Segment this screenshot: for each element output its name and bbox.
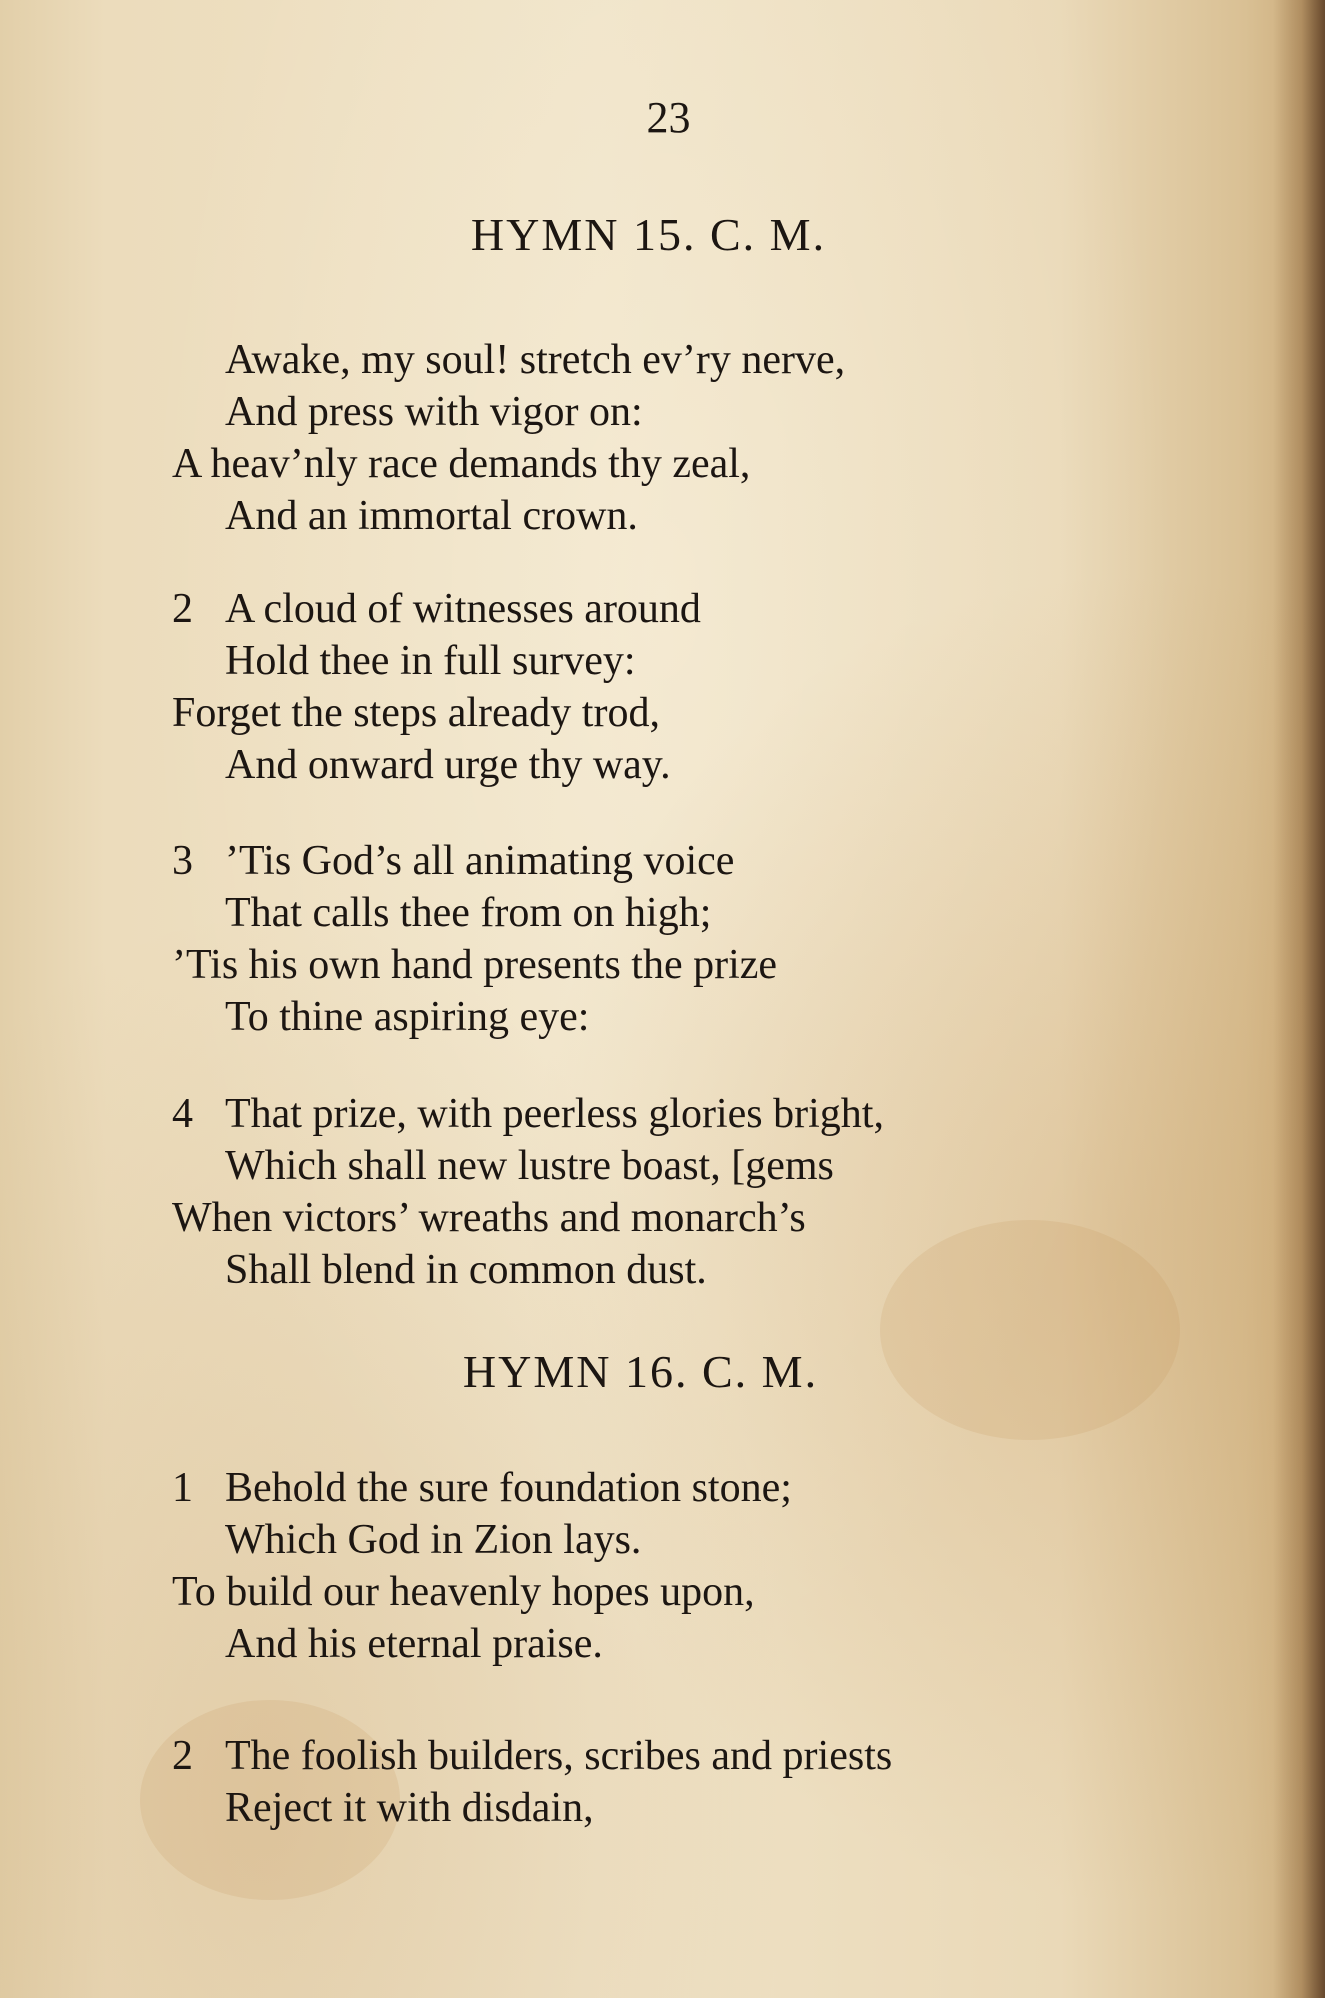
stanza — [172, 583, 701, 791]
verse-line — [172, 1730, 892, 1782]
verse-line: Forget the steps already trod, — [172, 690, 660, 736]
verse-line — [172, 835, 777, 887]
verse-line: Shall blend in common dust. — [225, 1247, 707, 1293]
hymn-title: HYMN 16. C. M. — [462, 1346, 819, 1397]
stanza-number: 2 — [172, 1733, 193, 1779]
page-edge — [1273, 0, 1325, 1998]
verse-line — [172, 583, 701, 635]
verse-line: Which God in Zion lays. — [225, 1517, 642, 1563]
hymn-title: HYMN 15. C. M. — [470, 209, 827, 260]
verse-line — [172, 1088, 884, 1140]
verse-line: Which shall new lustre boast, [gems — [225, 1143, 834, 1189]
stanza-number: 1 — [172, 1465, 193, 1511]
stanza — [172, 1730, 892, 1834]
verse-line: To thine aspiring eye: — [225, 994, 590, 1040]
stanza — [172, 334, 845, 542]
verse-line — [172, 1462, 792, 1514]
paper-stain — [880, 1220, 1180, 1440]
verse-line: Reject it with disdain, — [225, 1785, 594, 1831]
verse-line: And press with vigor on: — [225, 389, 643, 435]
stanza — [172, 835, 777, 1043]
verse-line-text: That prize, with peerless glories bright, — [225, 1091, 884, 1137]
verse-line-text: Behold the sure foundation stone; — [225, 1465, 792, 1511]
stanza-number: 3 — [172, 838, 193, 884]
verse-line: When victors’ wreaths and monarch’s — [172, 1195, 806, 1241]
page-number: 23 — [646, 93, 691, 142]
verse-line-text: ’Tis God’s all animating voice — [225, 838, 735, 884]
verse-line: ’Tis his own hand presents the prize — [172, 942, 778, 988]
verse-line: And onward urge thy way. — [225, 742, 671, 788]
stanza — [172, 1462, 792, 1670]
verse-line: Awake, my soul! stretch ev’ry nerve, — [225, 337, 846, 383]
stanza — [172, 1088, 884, 1296]
verse-line-text: The foolish builders, scribes and priests — [225, 1733, 893, 1779]
stanza-number: 2 — [172, 586, 193, 632]
verse-line: Hold thee in full survey: — [225, 638, 636, 684]
verse-line: That calls thee from on high; — [225, 890, 712, 936]
verse-line: And his eternal praise. — [225, 1621, 603, 1667]
verse-line: A heav’nly race demands thy zeal, — [172, 441, 751, 487]
verse-line: To build our heavenly hopes upon, — [172, 1569, 755, 1615]
verse-line-text: A cloud of witnesses around — [225, 586, 701, 632]
verse-line: And an immortal crown. — [225, 493, 638, 539]
stanza-number: 4 — [172, 1091, 193, 1137]
